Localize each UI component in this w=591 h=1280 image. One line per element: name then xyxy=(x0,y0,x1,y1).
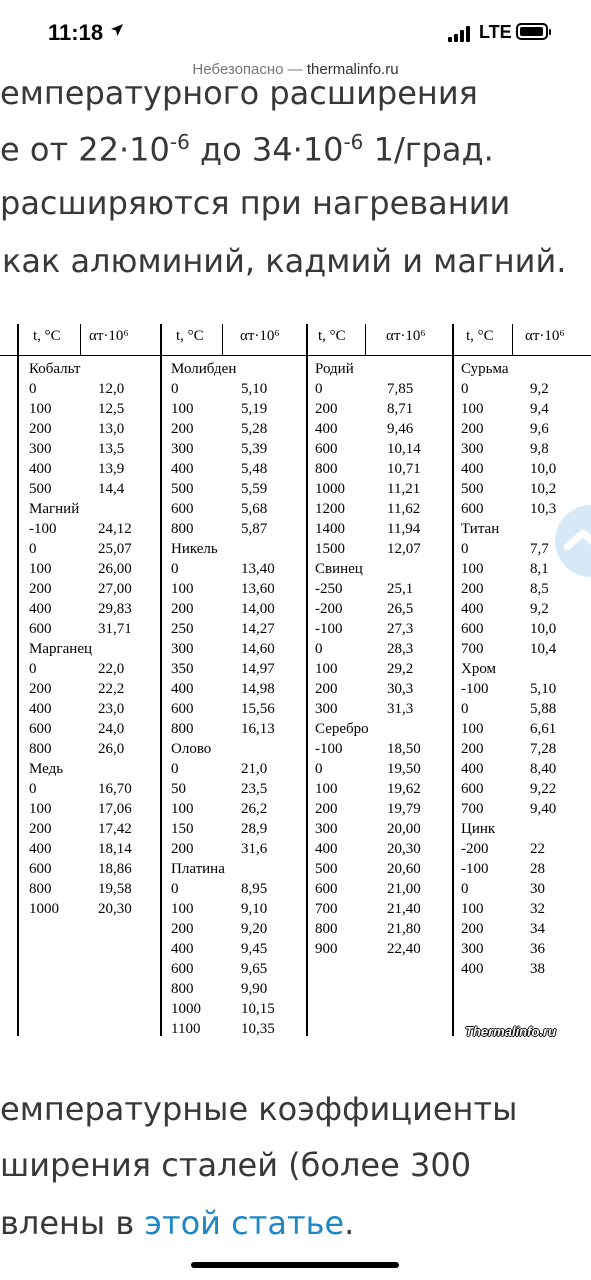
material-name: Магний xyxy=(29,501,80,517)
coefficient-cell: 22 xyxy=(530,841,545,857)
temperature-cell: 300 xyxy=(171,641,194,657)
article-line: ширения сталей (более 300 xyxy=(0,1146,472,1184)
temperature-cell: 1400 xyxy=(315,521,345,537)
material-name: Олово xyxy=(171,741,212,757)
material-name: Родий xyxy=(315,361,354,377)
url-host: thermalinfo.ru xyxy=(306,61,399,78)
material-name: Платина xyxy=(171,861,225,877)
temperature-cell: 0 xyxy=(29,781,37,797)
temperature-cell: 400 xyxy=(171,941,194,957)
coefficient-cell: 9,22 xyxy=(530,781,557,797)
coefficient-cell: 5,68 xyxy=(241,501,268,517)
temperature-cell: 200 xyxy=(315,801,338,817)
coefficient-cell: 23,5 xyxy=(241,781,268,797)
status-time: 11:18 xyxy=(48,20,104,45)
article-line-with-link: влены в этой статье. xyxy=(0,1204,355,1242)
temperature-cell: 200 xyxy=(461,741,484,757)
material-name: Хром xyxy=(461,661,497,677)
coefficient-cell: 26,0 xyxy=(98,741,125,757)
coefficient-cell: 20,60 xyxy=(387,861,421,877)
temperature-cell: 200 xyxy=(29,421,52,437)
temperature-cell: 300 xyxy=(461,441,484,457)
temperature-cell: 200 xyxy=(461,581,484,597)
temperature-cell: 500 xyxy=(171,481,194,497)
temperature-cell: 800 xyxy=(171,981,194,997)
coefficient-cell: 13,5 xyxy=(98,441,125,457)
table-divider xyxy=(17,324,19,1036)
header-t: t, °C xyxy=(33,328,61,344)
coefficient-cell: 13,40 xyxy=(241,561,275,577)
temperature-cell: 1100 xyxy=(171,1021,201,1037)
coefficient-cell: 21,0 xyxy=(241,761,268,777)
temperature-cell: 600 xyxy=(171,501,194,517)
coefficient-cell: 32 xyxy=(530,901,545,917)
coefficient-cell: 13,0 xyxy=(98,421,125,437)
material-name: Никель xyxy=(171,541,218,557)
table-divider xyxy=(452,324,454,1036)
temperature-cell: 0 xyxy=(171,381,179,397)
temperature-cell: 100 xyxy=(171,401,194,417)
temperature-cell: 600 xyxy=(29,861,52,877)
temperature-cell: 100 xyxy=(29,561,52,577)
temperature-cell: 200 xyxy=(29,821,52,837)
coefficient-cell: 9,8 xyxy=(530,441,549,457)
header-alpha: αт·10⁶ xyxy=(240,328,280,344)
header-alpha: αт·10⁶ xyxy=(386,328,426,344)
temperature-cell: 0 xyxy=(29,381,37,397)
coefficient-cell: 5,10 xyxy=(530,681,557,697)
home-indicator[interactable] xyxy=(191,1262,399,1268)
coefficient-cell: 18,14 xyxy=(98,841,132,857)
coefficient-cell: 14,00 xyxy=(241,601,275,617)
temperature-cell: 600 xyxy=(315,881,338,897)
coefficient-cell: 14,60 xyxy=(241,641,275,657)
temperature-cell: 400 xyxy=(29,601,52,617)
temperature-cell: 100 xyxy=(461,401,484,417)
temperature-cell: 0 xyxy=(315,761,323,777)
temperature-cell: 400 xyxy=(29,461,52,477)
temperature-cell: 100 xyxy=(315,661,338,677)
coefficient-cell: 20,30 xyxy=(387,841,421,857)
coefficient-cell: 10,35 xyxy=(241,1021,275,1037)
temperature-cell: 0 xyxy=(461,881,469,897)
network-type: LTE xyxy=(479,22,512,42)
signal-bars-icon xyxy=(448,26,472,42)
temperature-cell: 350 xyxy=(171,661,194,677)
temperature-cell: 0 xyxy=(461,541,469,557)
coefficient-cell: 19,58 xyxy=(98,881,132,897)
coefficient-cell: 10,4 xyxy=(530,641,557,657)
header-t: t, °C xyxy=(466,328,494,344)
coefficient-cell: 10,14 xyxy=(387,441,421,457)
coefficient-cell: 26,00 xyxy=(98,561,132,577)
temperature-cell: 200 xyxy=(315,401,338,417)
coefficient-cell: 15,56 xyxy=(241,701,275,717)
coefficient-cell: 19,50 xyxy=(387,761,421,777)
temperature-cell: 600 xyxy=(171,961,194,977)
temperature-cell: 0 xyxy=(171,881,179,897)
temperature-cell: 700 xyxy=(461,801,484,817)
header-alpha: αт·10⁶ xyxy=(525,328,565,344)
coefficient-cell: 14,97 xyxy=(241,661,275,677)
battery-icon xyxy=(516,23,548,40)
temperature-cell: -100 xyxy=(29,521,57,537)
header-t: t, °C xyxy=(176,328,204,344)
temperature-cell: 800 xyxy=(29,741,52,757)
temperature-cell: 400 xyxy=(461,461,484,477)
coefficient-cell: 34 xyxy=(530,921,545,937)
article-link[interactable]: этой статье xyxy=(144,1204,345,1242)
temperature-cell: -200 xyxy=(461,841,489,857)
temperature-cell: 700 xyxy=(461,641,484,657)
temperature-cell: 1200 xyxy=(315,501,345,517)
coefficient-cell: 21,80 xyxy=(387,921,421,937)
temperature-cell: -100 xyxy=(461,861,489,877)
coefficient-cell: 38 xyxy=(530,961,545,977)
header-divider xyxy=(0,355,591,356)
coefficient-cell: 5,39 xyxy=(241,441,268,457)
temperature-cell: 300 xyxy=(29,441,52,457)
coefficient-cell: 13,60 xyxy=(241,581,275,597)
coefficient-cell: 5,28 xyxy=(241,421,268,437)
coefficient-cell: 25,07 xyxy=(98,541,132,557)
temperature-cell: 600 xyxy=(315,441,338,457)
temperature-cell: 600 xyxy=(461,781,484,797)
temperature-cell: 600 xyxy=(29,721,52,737)
temperature-cell: 600 xyxy=(29,621,52,637)
temperature-cell: 50 xyxy=(171,781,186,797)
coefficient-cell: 10,0 xyxy=(530,461,557,477)
coefficient-cell: 8,40 xyxy=(530,761,557,777)
coefficient-cell: 10,15 xyxy=(241,1001,275,1017)
coefficient-cell: 9,40 xyxy=(530,801,557,817)
expansion-coefficient-table xyxy=(0,324,591,1039)
coefficient-cell: 22,0 xyxy=(98,661,125,677)
coefficient-cell: 8,1 xyxy=(530,561,549,577)
coefficient-cell: 7,7 xyxy=(530,541,549,557)
temperature-cell: -100 xyxy=(315,741,343,757)
temperature-cell: 400 xyxy=(29,701,52,717)
coefficient-cell: 5,48 xyxy=(241,461,268,477)
coefficient-cell: 36 xyxy=(530,941,545,957)
coefficient-cell: 30 xyxy=(530,881,545,897)
temperature-cell: 400 xyxy=(171,461,194,477)
material-name: Кобальт xyxy=(29,361,81,377)
temperature-cell: 0 xyxy=(29,661,37,677)
temperature-cell: 200 xyxy=(315,681,338,697)
temperature-cell: 400 xyxy=(461,761,484,777)
article-line: емпературные коэффициенты xyxy=(0,1090,518,1128)
temperature-cell: 1500 xyxy=(315,541,345,557)
temperature-cell: 900 xyxy=(315,941,338,957)
location-arrow-icon xyxy=(110,23,124,37)
temperature-cell: 200 xyxy=(29,581,52,597)
header-alpha: αт·10⁶ xyxy=(89,328,129,344)
coefficient-cell: 9,20 xyxy=(241,921,268,937)
temperature-cell: 800 xyxy=(315,461,338,477)
coefficient-cell: 28 xyxy=(530,861,545,877)
temperature-cell: 400 xyxy=(315,421,338,437)
coefficient-cell: 28,9 xyxy=(241,821,268,837)
coefficient-cell: 6,61 xyxy=(530,721,557,737)
coefficient-cell: 21,00 xyxy=(387,881,421,897)
temperature-cell: 600 xyxy=(171,701,194,717)
temperature-cell: 200 xyxy=(171,601,194,617)
coefficient-cell: 14,98 xyxy=(241,681,275,697)
coefficient-cell: 19,62 xyxy=(387,781,421,797)
temperature-cell: 400 xyxy=(461,601,484,617)
coefficient-cell: 24,0 xyxy=(98,721,125,737)
temperature-cell: 100 xyxy=(171,901,194,917)
coefficient-cell: 16,13 xyxy=(241,721,275,737)
temperature-cell: -100 xyxy=(315,621,343,637)
temperature-cell: 400 xyxy=(315,841,338,857)
coefficient-cell: 9,2 xyxy=(530,381,549,397)
coefficient-cell: 30,3 xyxy=(387,681,414,697)
temperature-cell: 800 xyxy=(29,881,52,897)
coefficient-cell: 8,95 xyxy=(241,881,268,897)
temperature-cell: 800 xyxy=(171,521,194,537)
temperature-cell: 100 xyxy=(29,801,52,817)
temperature-cell: 1000 xyxy=(315,481,345,497)
article-line: как алюминий, кадмий и магний. xyxy=(2,242,567,280)
coefficient-cell: 26,2 xyxy=(241,801,268,817)
temperature-cell: 800 xyxy=(171,721,194,737)
coefficient-cell: 9,6 xyxy=(530,421,549,437)
temperature-cell: 0 xyxy=(461,381,469,397)
coefficient-cell: 20,00 xyxy=(387,821,421,837)
temperature-cell: 100 xyxy=(315,781,338,797)
temperature-cell: 400 xyxy=(29,841,52,857)
status-bar xyxy=(0,0,591,60)
coefficient-cell: 21,40 xyxy=(387,901,421,917)
coefficient-cell: 7,28 xyxy=(530,741,557,757)
coefficient-cell: 18,86 xyxy=(98,861,132,877)
temperature-cell: 0 xyxy=(315,381,323,397)
material-name: Серебро xyxy=(315,721,369,737)
coefficient-cell: 27,00 xyxy=(98,581,132,597)
temperature-cell: 700 xyxy=(315,901,338,917)
temperature-cell: 100 xyxy=(461,901,484,917)
material-name: Цинк xyxy=(461,821,496,837)
coefficient-cell: 10,0 xyxy=(530,621,557,637)
temperature-cell: 600 xyxy=(461,501,484,517)
coefficient-cell: 17,06 xyxy=(98,801,132,817)
temperature-cell: 400 xyxy=(461,961,484,977)
temperature-cell: 500 xyxy=(29,481,52,497)
table-divider xyxy=(306,324,308,1036)
temperature-cell: 300 xyxy=(171,441,194,457)
temperature-cell: 600 xyxy=(461,621,484,637)
temperature-cell: 200 xyxy=(461,921,484,937)
coefficient-cell: 31,3 xyxy=(387,701,414,717)
temperature-cell: -250 xyxy=(315,581,343,597)
coefficient-cell: 5,19 xyxy=(241,401,268,417)
temperature-cell: -200 xyxy=(315,601,343,617)
coefficient-cell: 25,1 xyxy=(387,581,414,597)
temperature-cell: 0 xyxy=(171,561,179,577)
temperature-cell: 100 xyxy=(461,561,484,577)
article-line: емпературного расширения xyxy=(0,74,478,112)
coefficient-cell: 29,2 xyxy=(387,661,414,677)
coefficient-cell: 10,71 xyxy=(387,461,421,477)
coefficient-cell: 9,4 xyxy=(530,401,549,417)
temperature-cell: 0 xyxy=(171,761,179,777)
temperature-cell: 400 xyxy=(171,681,194,697)
temperature-cell: 300 xyxy=(315,701,338,717)
coefficient-cell: 9,10 xyxy=(241,901,268,917)
temperature-cell: 1000 xyxy=(29,901,59,917)
temperature-cell: 500 xyxy=(315,861,338,877)
coefficient-cell: 13,9 xyxy=(98,461,125,477)
coefficient-cell: 14,4 xyxy=(98,481,125,497)
temperature-cell: 100 xyxy=(29,401,52,417)
material-name: Титан xyxy=(461,521,500,537)
temperature-cell: 0 xyxy=(461,701,469,717)
coefficient-cell: 11,21 xyxy=(387,481,421,497)
coefficient-cell: 9,90 xyxy=(241,981,268,997)
temperature-cell: 250 xyxy=(171,621,194,637)
coefficient-cell: 5,10 xyxy=(241,381,268,397)
coefficient-cell: 20,30 xyxy=(98,901,132,917)
temperature-cell: 1000 xyxy=(171,1001,201,1017)
temperature-cell: 200 xyxy=(29,681,52,697)
coefficient-cell: 8,5 xyxy=(530,581,549,597)
material-name: Марганец xyxy=(29,641,93,657)
header-t: t, °C xyxy=(318,328,346,344)
coefficient-cell: 22,2 xyxy=(98,681,125,697)
coefficient-cell: 18,50 xyxy=(387,741,421,757)
temperature-cell: 300 xyxy=(461,941,484,957)
temperature-cell: 800 xyxy=(315,921,338,937)
coefficient-cell: 9,2 xyxy=(530,601,549,617)
coefficient-cell: 12,0 xyxy=(98,381,125,397)
temperature-cell: 100 xyxy=(171,801,194,817)
coefficient-cell: 28,3 xyxy=(387,641,414,657)
watermark: Thermalinfo.ru xyxy=(465,1024,557,1039)
coefficient-cell: 8,71 xyxy=(387,401,414,417)
coefficient-cell: 9,45 xyxy=(241,941,268,957)
temperature-cell: 500 xyxy=(461,481,484,497)
coefficient-cell: 12,5 xyxy=(98,401,125,417)
coefficient-cell: 10,3 xyxy=(530,501,557,517)
coefficient-cell: 11,94 xyxy=(387,521,421,537)
material-name: Молибден xyxy=(171,361,237,377)
coefficient-cell: 14,27 xyxy=(241,621,275,637)
temperature-cell: 200 xyxy=(171,921,194,937)
coefficient-cell: 24,12 xyxy=(98,521,132,537)
temperature-cell: 100 xyxy=(171,581,194,597)
coefficient-cell: 16,70 xyxy=(98,781,132,797)
temperature-cell: 0 xyxy=(29,541,37,557)
coefficient-cell: 31,71 xyxy=(98,621,132,637)
coefficient-cell: 22,40 xyxy=(387,941,421,957)
coefficient-cell: 5,88 xyxy=(530,701,557,717)
coefficient-cell: 12,07 xyxy=(387,541,421,557)
coefficient-cell: 5,87 xyxy=(241,521,268,537)
temperature-cell: 200 xyxy=(171,421,194,437)
coefficient-cell: 10,2 xyxy=(530,481,557,497)
coefficient-cell: 23,0 xyxy=(98,701,125,717)
chevron-up-icon xyxy=(563,525,591,553)
coefficient-cell: 17,42 xyxy=(98,821,132,837)
coefficient-cell: 9,46 xyxy=(387,421,414,437)
coefficient-cell: 31,6 xyxy=(241,841,268,857)
table-divider xyxy=(160,324,162,1036)
coefficient-cell: 27,3 xyxy=(387,621,414,637)
temperature-cell: 200 xyxy=(171,841,194,857)
coefficient-cell: 5,59 xyxy=(241,481,268,497)
coefficient-cell: 9,65 xyxy=(241,961,268,977)
coefficient-cell: 29,83 xyxy=(98,601,132,617)
coefficient-cell: 19,79 xyxy=(387,801,421,817)
temperature-cell: 100 xyxy=(461,721,484,737)
temperature-cell: 150 xyxy=(171,821,194,837)
material-name: Сурьма xyxy=(461,361,509,377)
article-line: расширяются при нагревании xyxy=(0,184,511,222)
material-name: Медь xyxy=(29,761,64,777)
insecure-label: Небезопасно — xyxy=(192,61,303,78)
temperature-cell: 300 xyxy=(315,821,338,837)
coefficient-cell: 7,85 xyxy=(387,381,414,397)
article-line-formula: е от $22\cdot 10^{-6}$ до $34\cdot 10^{-6}$ 1/град. xyxy=(0,130,494,169)
material-name: Свинец xyxy=(315,561,363,577)
coefficient-cell: 11,62 xyxy=(387,501,421,517)
coefficient-cell: 26,5 xyxy=(387,601,414,617)
temperature-cell: -100 xyxy=(461,681,489,697)
temperature-cell: 200 xyxy=(461,421,484,437)
temperature-cell: 0 xyxy=(315,641,323,657)
